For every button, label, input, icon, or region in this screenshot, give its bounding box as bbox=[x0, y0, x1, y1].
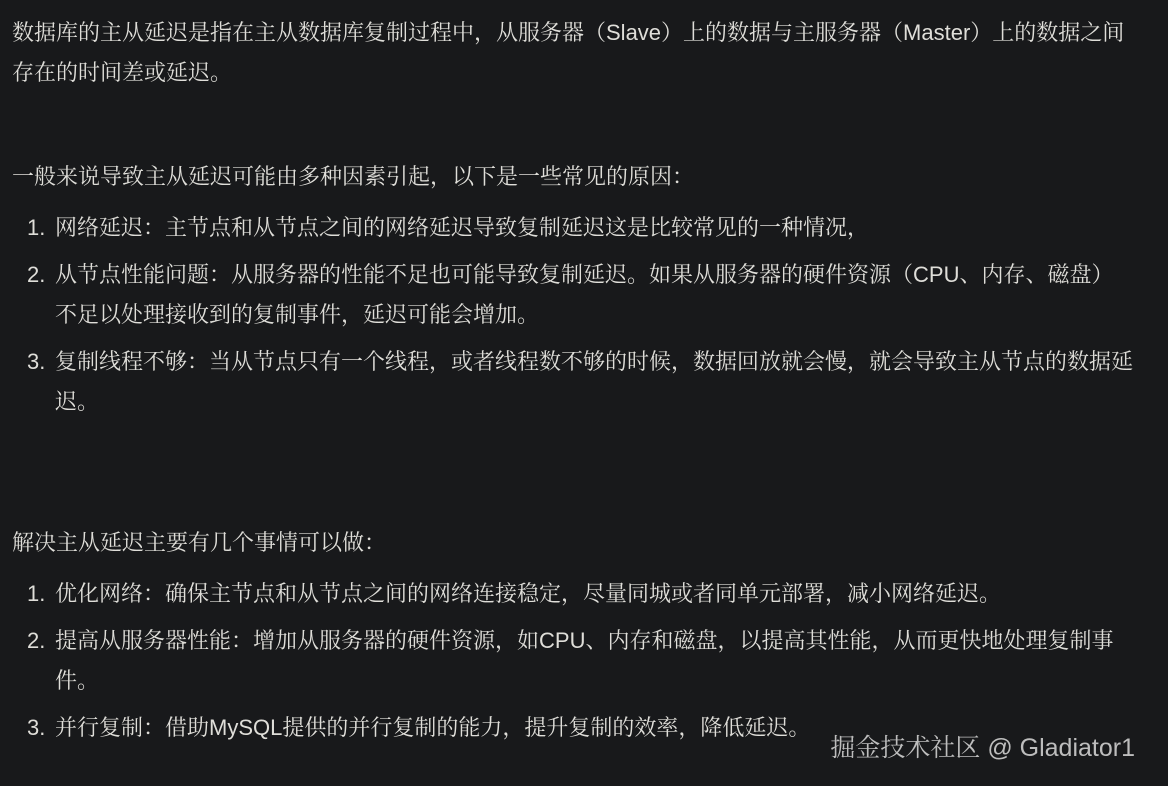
list-item-number: 3. bbox=[27, 715, 46, 740]
causes-heading: 一般来说导致主从延迟可能由多种因素引起，以下是一些常见的原因： bbox=[12, 164, 695, 189]
list-item bbox=[27, 255, 1135, 335]
solutions-list bbox=[27, 574, 1135, 748]
list-item-text: 提高从服务器性能：增加从服务器的硬件资源，如CPU、内存和磁盘，以提高其性能，从而更快地处理复制事件。 bbox=[55, 628, 1114, 693]
list-item-text: 优化网络：确保主节点和从节点之间的网络连接稳定，尽量同城或者同单元部署，减小网络延迟。 bbox=[55, 581, 1002, 606]
causes-list bbox=[27, 208, 1135, 422]
list-item-text: 复制线程不够：当从节点只有一个线程，或者线程数不够的时候，数据回放就会慢，就会导致主从节点的数据延迟。 bbox=[55, 349, 1134, 414]
list-item-number: 3. bbox=[27, 349, 46, 374]
watermark: 掘金技术社区 @ Gladiator1 bbox=[830, 734, 1135, 762]
list-item bbox=[27, 208, 1135, 248]
list-item-number: 2. bbox=[27, 628, 46, 653]
solutions-heading: 解决主从延迟主要有几个事情可以做： bbox=[12, 530, 387, 555]
article-content bbox=[12, 13, 1135, 762]
list-item bbox=[27, 342, 1135, 422]
list-item-text: 并行复制：借助MySQL提供的并行复制的能力，提升复制的效率，降低延迟。 bbox=[55, 715, 811, 740]
list-item-text: 从节点性能问题：从服务器的性能不足也可能导致复制延迟。如果从服务器的硬件资源（CPU、内存、磁盘）不足以处理接收到的复制事件，延迟可能会增加。 bbox=[55, 262, 1114, 327]
list-item-text: 网络延迟：主节点和从节点之间的网络延迟导致复制延迟这是比较常见的一种情况， bbox=[55, 215, 870, 240]
list-item-number: 1. bbox=[27, 215, 46, 240]
list-item bbox=[27, 621, 1135, 701]
intro-paragraph: 数据库的主从延迟是指在主从数据库复制过程中，从服务器（Slave）上的数据与主服务器（Master）上的数据之间存在的时间差或延迟。 bbox=[12, 20, 1125, 85]
list-item-number: 2. bbox=[27, 262, 46, 287]
list-item-number: 1. bbox=[27, 581, 46, 606]
list-item bbox=[27, 574, 1135, 614]
